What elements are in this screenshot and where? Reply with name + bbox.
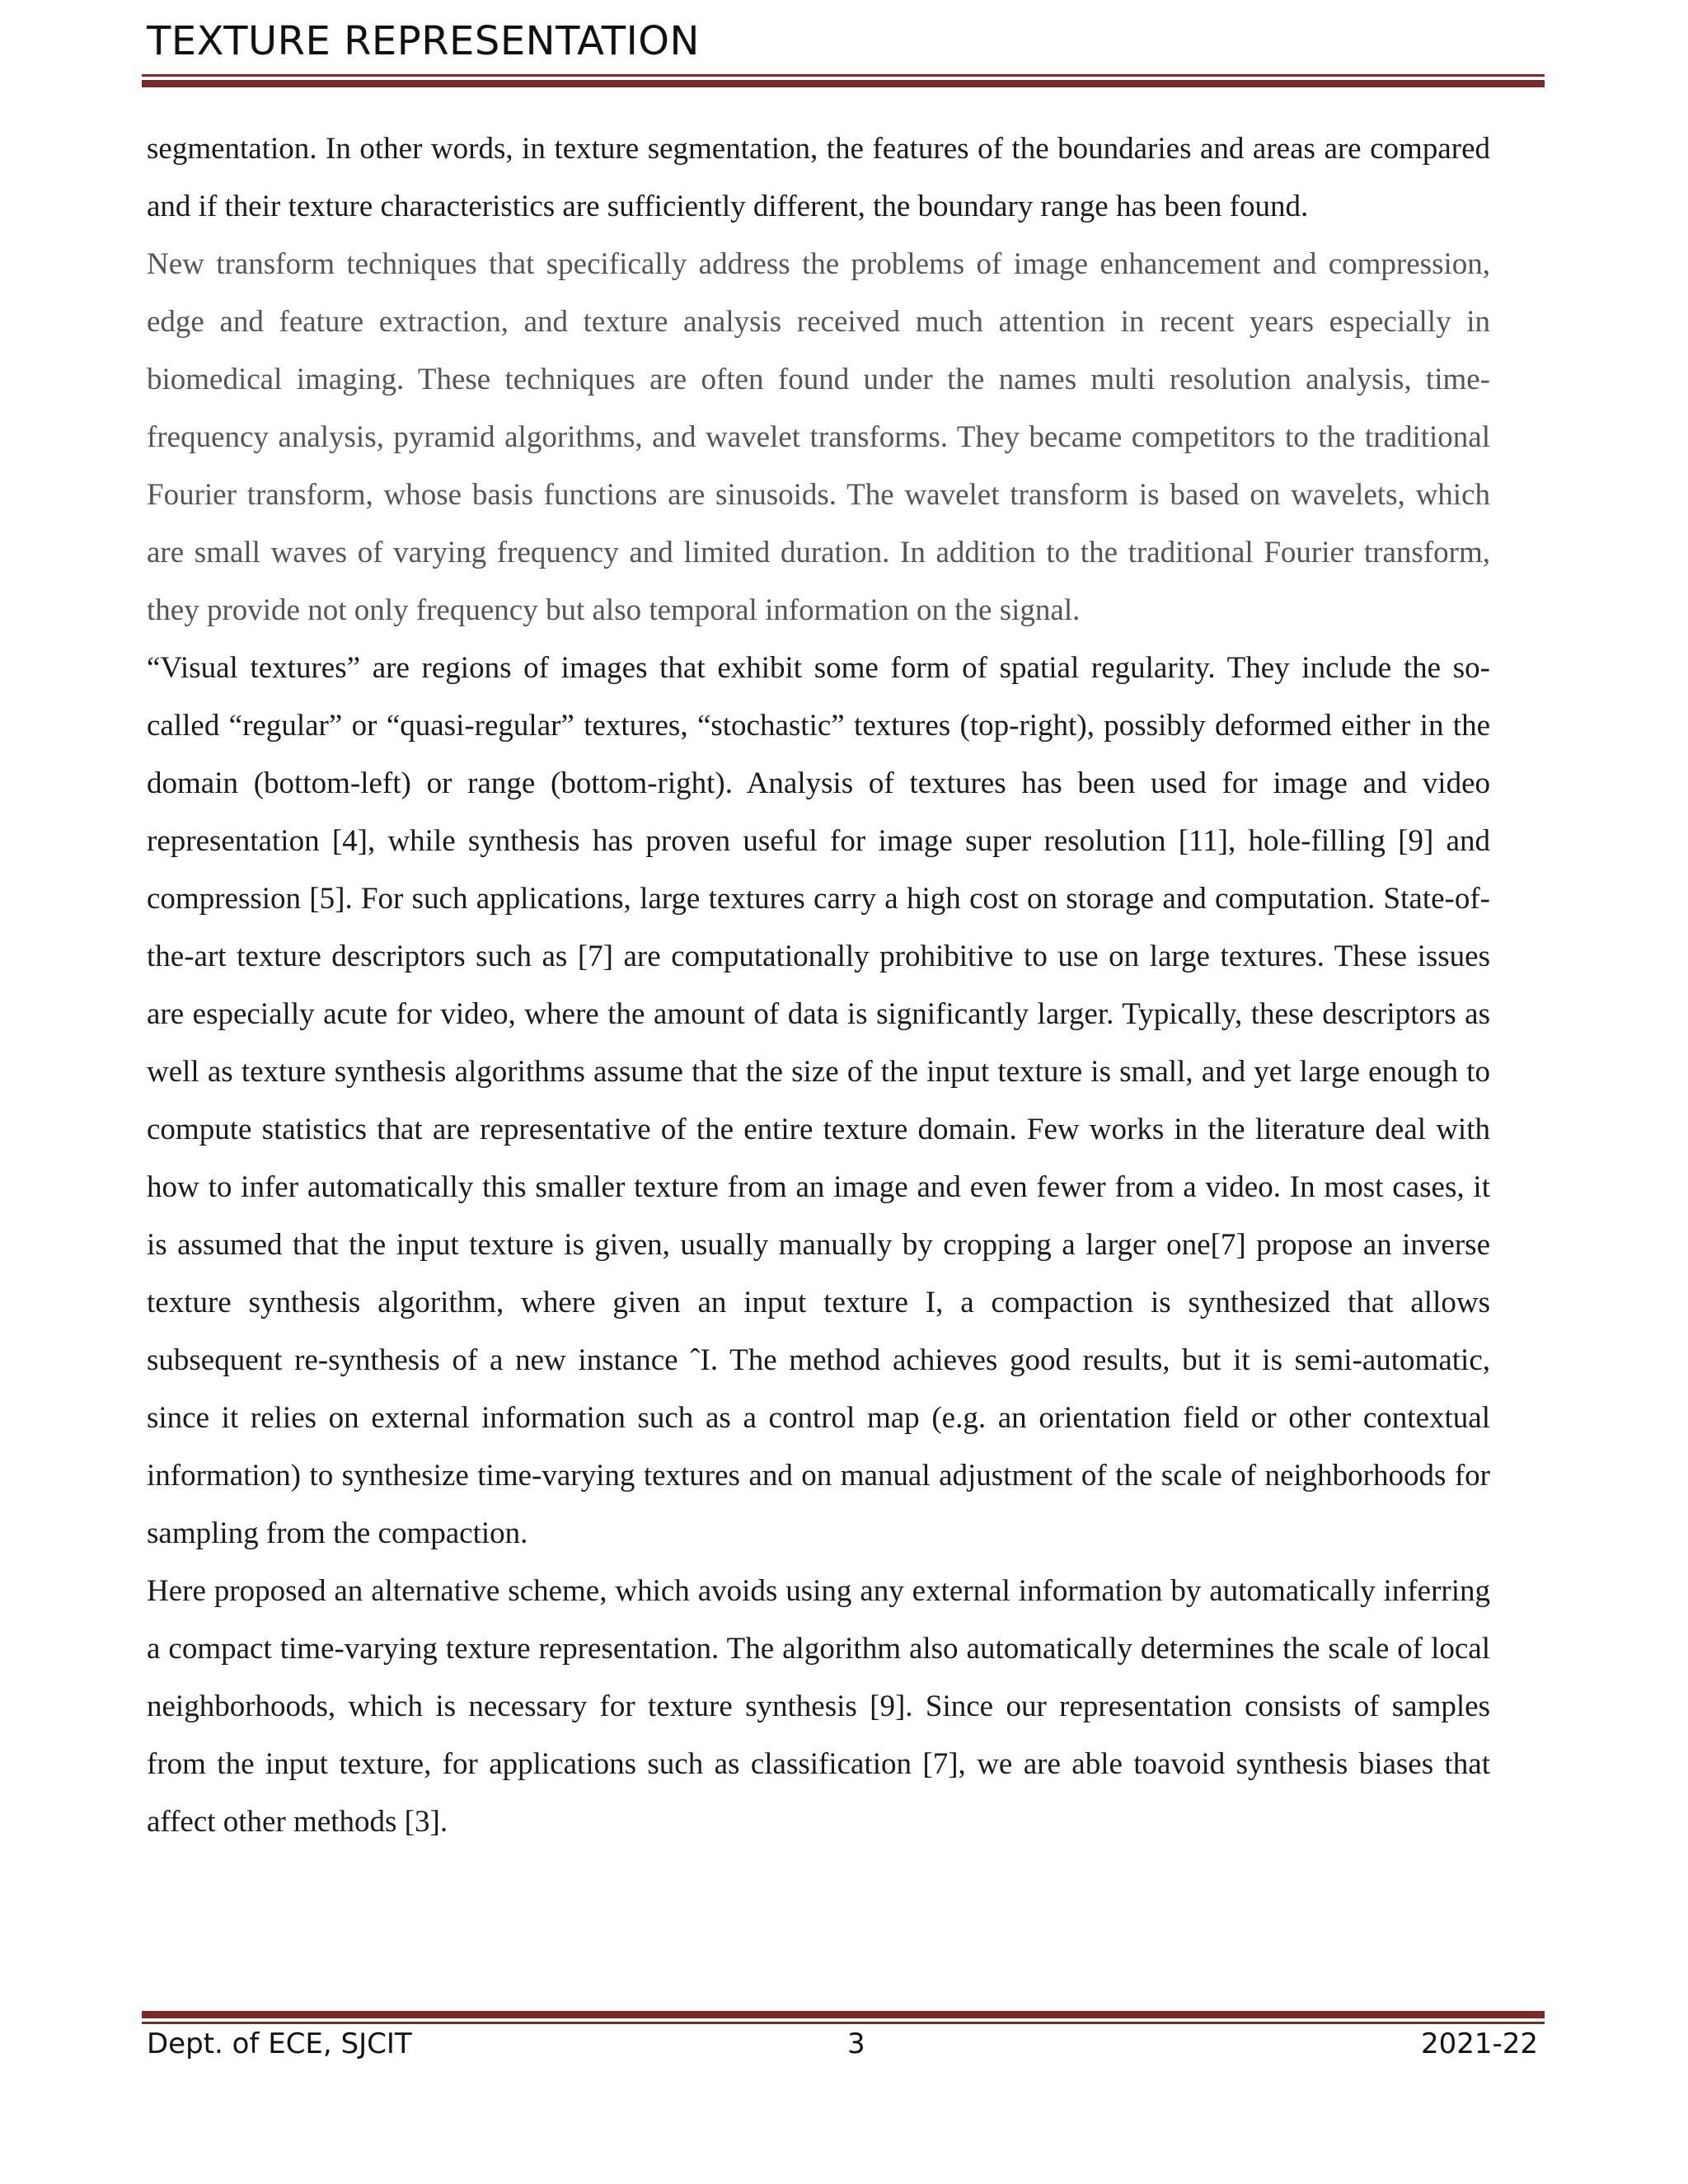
page-title: TEXTURE REPRESENTATION <box>147 18 700 64</box>
footer-year: 2021-22 <box>1420 2027 1538 2060</box>
footer-divider <box>142 2011 1545 2024</box>
header-divider <box>142 74 1545 87</box>
paragraph-segmentation: segmentation. In other words, in texture segmentation, the features of the boundaries and areas are compared and if their texture characteristics are sufficiently different, the boundary range has been found. <box>147 132 1490 223</box>
paragraph-transform-techniques: New transform techniques that specifically address the problems of image enhancement and compression, edge and feature extraction, and texture analysis received much attention in recent years especially in biomedical imaging. These techniques are often found under the names multi resolution analysis, time-frequency analysis, pyramid algorithms, and wavelet transforms. They became competitors to the traditional Fourier transform, whose basis functions are sinusoids. The wavelet transform is based on wavelets, which are small waves of varying frequency and limited duration. In addition to the traditional Fourier transform, they provide not only frequency but also temporal information on the signal. <box>147 247 1490 627</box>
footer-page-number: 3 <box>847 2027 865 2060</box>
document-body <box>147 120 1490 1851</box>
paragraph-proposed-scheme: Here proposed an alternative scheme, which avoids using any external information by automatically inferring a compact time-varying texture representation. The algorithm also automatically determines the scale of local neighborhoods, which is necessary for texture synthesis [9]. Since our representation consists of samples from the input texture, for applications such as classification [7], we are able toavoid synthesis biases that affect other methods [3]. <box>147 1574 1490 1839</box>
footer-department: Dept. of ECE, SJCIT <box>147 2027 412 2060</box>
paragraph-visual-textures: “Visual textures” are regions of images that exhibit some form of spatial regularity. They include the so-called “regular” or “quasi-regular” textures, “stochastic” textures (top-right), possibly deformed either in the domain (bottom-left) or range (bottom-right). Analysis of textures has been used for image and video representation [4], while synthesis has proven useful for image super resolution [11], hole-filling [9] and compression [5]. For such applications, large textures carry a high cost on storage and computation. State-of-the-art texture descriptors such as [7] are computationally prohibitive to use on large textures. These issues are especially acute for video, where the amount of data is significantly larger. Typically, these descriptors as well as texture synthesis algorithms assume that the size of the input texture is small, and yet large enough to compute statistics that are representative of the entire texture domain. Few works in the literature deal with how to infer automatically this smaller texture from an image and even fewer from a video. In most cases, it is assumed that the input texture is given, usually manually by cropping a larger one[7] propose an inverse texture synthesis algorithm, where given an input texture I, a compaction is synthesized that allows subsequent re-synthesis of a new instance ˆI. The method achieves good results, but it is semi-automatic, since it relies on external information such as a control map (e.g. an orientation field or other contextual information) to synthesize time-varying textures and on manual adjustment of the scale of neighborhoods for sampling from the compaction. <box>147 651 1490 1550</box>
